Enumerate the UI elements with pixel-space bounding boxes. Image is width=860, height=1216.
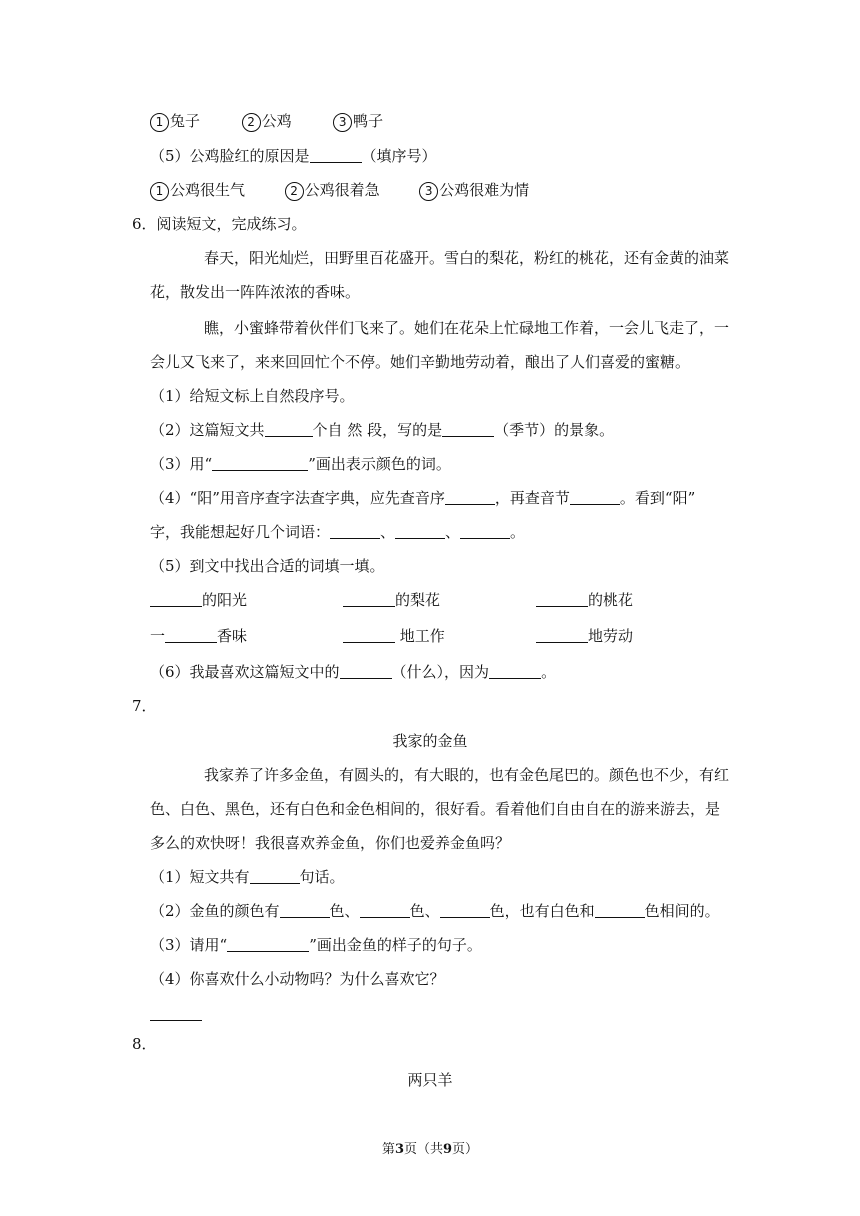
answer-blank[interactable] xyxy=(212,455,308,471)
answer-blank[interactable] xyxy=(489,663,541,679)
circled-number: 2 xyxy=(285,182,304,201)
answer-blank[interactable] xyxy=(340,663,392,679)
answer-blank[interactable] xyxy=(395,523,445,539)
passage-line: 春天，阳光灿烂，田野里百花盛开。雪白的梨花，粉红的桃花，还有金黄的油菜 xyxy=(204,249,730,267)
answer-blank[interactable] xyxy=(536,627,588,643)
answer-blank[interactable] xyxy=(536,591,588,607)
fill-item: 的梨花 xyxy=(343,590,440,610)
fill-item: 的桃花 xyxy=(536,590,633,610)
answer-blank[interactable] xyxy=(280,902,330,918)
passage-line: 瞧，小蜜蜂带着伙伴们飞来了。她们在花朵上忙碌地工作着，一会儿飞走了，一 xyxy=(204,319,730,337)
fill-item: 一 香味 xyxy=(150,627,248,645)
answer-blank[interactable] xyxy=(343,627,395,643)
answer-blank[interactable] xyxy=(360,902,410,918)
answer-blank[interactable] xyxy=(165,627,217,643)
sub-question-2: （2）金鱼的颜色有 色、 色、 色，也有白色和 色相间的。 xyxy=(150,902,720,920)
circled-number: 1 xyxy=(150,182,169,201)
answer-blank[interactable] xyxy=(227,936,309,952)
option-3: 3 鸭子 xyxy=(333,112,383,130)
answer-blank[interactable] xyxy=(150,1005,202,1021)
passage-line: 多么的欢快呀！我很喜欢养金鱼，你们也爱养金鱼吗？ xyxy=(150,834,511,852)
answer-blank[interactable] xyxy=(440,902,490,918)
answer-line[interactable] xyxy=(150,1004,202,1024)
sub-question-3: （3）请用“ ”画出金鱼的样子的句子。 xyxy=(150,936,482,954)
sub-question-6: （6）我最喜欢这篇短文中的 （什么），因为 。 xyxy=(150,663,557,681)
answer-blank[interactable] xyxy=(595,902,645,918)
question-8-number: 8． xyxy=(132,1035,157,1053)
sub-question-2: （2）这篇短文共 个自 然 段，写的是 （季节）的景象。 xyxy=(150,421,615,439)
passage-line: 我家养了许多金鱼，有圆头的，有大眼的，也有金色尾巴的。颜色也不少，有红 xyxy=(204,766,730,784)
circled-number: 2 xyxy=(242,113,261,132)
option-1: 1 公鸡很生气 xyxy=(150,181,245,199)
sub-question-5: （5）公鸡脸红的原因是 （填序号） xyxy=(150,147,437,165)
question-7-number: 7． xyxy=(132,697,157,715)
answer-blank[interactable] xyxy=(343,591,395,607)
answer-blank[interactable] xyxy=(330,523,380,539)
sub-question-1: （1）短文共有 句话。 xyxy=(150,868,345,886)
answer-blank[interactable] xyxy=(570,489,620,505)
passage-line: 会儿又飞来了，来来回回忙个不停。她们辛勤地劳动着，酿出了人们喜爱的蜜糖。 xyxy=(150,353,691,371)
page-number: 3 xyxy=(394,1142,404,1157)
sub-question-1: （1）给短文标上自然段序号。 xyxy=(150,387,355,405)
passage-title: 我家的金鱼 xyxy=(392,732,468,750)
sub-question-4: （4）“阳”用音序查字法查字典，应先查音序 ，再查音节 。看到“阳” xyxy=(150,489,696,507)
fill-item: 地劳动 xyxy=(536,626,633,646)
sub-question-5: （5）到文中找出合适的词填一填。 xyxy=(150,557,385,575)
option-2: 2 公鸡很着急 xyxy=(285,181,380,199)
answer-blank[interactable] xyxy=(442,421,494,437)
option-3: 3 公鸡很难为情 xyxy=(419,181,529,199)
sub-question-4: （4）你喜欢什么小动物吗？为什么喜欢它？ xyxy=(150,970,445,988)
answer-blank[interactable] xyxy=(310,147,362,163)
sub-question-3: （3）用“ ”画出表示颜色的词。 xyxy=(150,455,451,473)
answer-blank[interactable] xyxy=(460,523,510,539)
passage-line: 色、白色、黑色，还有白色和金色相间的，很好看。看着他们自由自在的游来游去，是 xyxy=(150,800,721,818)
fill-item: 的阳光 xyxy=(150,590,247,610)
animal-options xyxy=(150,111,383,132)
answer-blank[interactable] xyxy=(265,421,313,437)
question-6-heading: 6．阅读短文，完成练习。 xyxy=(132,215,307,233)
answer-blank[interactable] xyxy=(250,868,300,884)
option-1: 1 兔子 xyxy=(150,112,200,130)
answer-blank[interactable] xyxy=(445,489,495,505)
page-footer: 第3页（共9页） xyxy=(381,1142,479,1157)
page-total: 9 xyxy=(443,1142,453,1157)
circled-number: 3 xyxy=(419,182,438,201)
passage-title: 两只羊 xyxy=(407,1071,453,1089)
circled-number: 1 xyxy=(150,113,169,132)
answer-blank[interactable] xyxy=(150,591,202,607)
sub-question-4-cont: 字，我能想起好几个词语： 、 、 。 xyxy=(150,523,526,541)
circled-number: 3 xyxy=(333,113,352,132)
option-2: 2 公鸡 xyxy=(242,112,292,130)
fill-item: 地工作 xyxy=(343,626,445,646)
passage-line: 花，散发出一阵阵浓浓的香味。 xyxy=(150,283,361,301)
reason-options xyxy=(150,180,529,201)
